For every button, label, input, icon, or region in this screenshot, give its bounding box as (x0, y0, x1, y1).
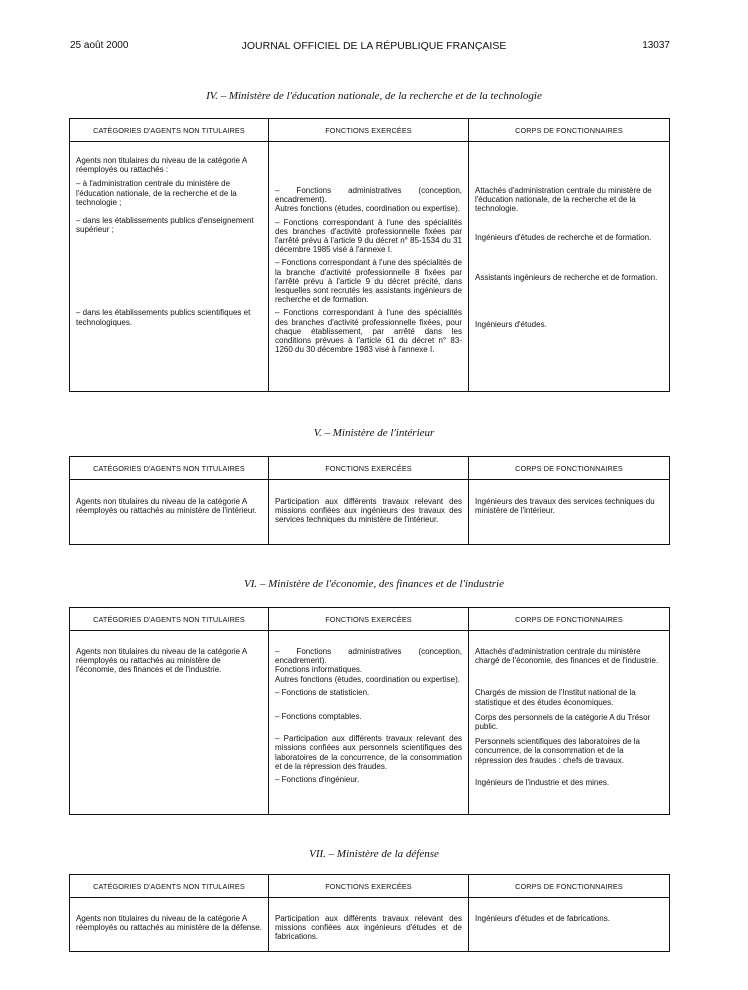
column-header-functions: FONCTIONS EXERCÉES (269, 119, 469, 142)
table-section-vi (69, 607, 670, 815)
page-header (0, 40, 748, 54)
corps-cell: Assistants ingénieurs de recherche et de formation. (475, 272, 658, 282)
journal-title: JOURNAL OFFICIEL DE LA RÉPUBLIQUE FRANÇAISE (241, 40, 507, 52)
category-cell: – dans les établissements publics scientifiques et technologiques. (76, 308, 251, 327)
corps-cell: Ingénieurs d'études. (475, 320, 547, 330)
column-header-corps: CORPS DE FONCTIONNAIRES (469, 119, 670, 142)
function-cell: Participation aux différents travaux relevant des missions confiées aux ingénieurs des travaux des services techniques du ministère de l'intérieur. (269, 480, 469, 545)
function-cell: – Participation aux différents travaux relevant des missions confiées aux personnels scientifiques des laboratoires de la concurrence, de la consommation et de la répression des fraudes. (275, 734, 462, 771)
column-header-categories: CATÉGORIES D'AGENTS NON TITULAIRES (70, 608, 269, 631)
function-cell: – Fonctions comptables. (275, 712, 362, 722)
table-section-iv (69, 118, 670, 392)
intro-text: Agents non titulaires du niveau de la catégorie A réemployés ou rattachés : (76, 156, 247, 175)
function-cell: Autres fonctions (études, coordination ou expertise). (275, 204, 460, 214)
section-vi-title: VI. – Ministère de l'économie, des finances et de l'industrie (244, 578, 504, 590)
function-cell: – Fonctions de statisticien. (275, 687, 370, 697)
category-cell: Agents non titulaires du niveau de la catégorie A réemployés ou rattachés au ministère de l'économie, des finances et de l'industrie. (70, 631, 269, 815)
corps-cell: Ingénieurs d'études de recherche et de formation. (475, 232, 652, 242)
column-header-functions: FONCTIONS EXERCÉES (269, 608, 469, 631)
corps-cell: Personnels scientifiques des laboratoires de la concurrence, de la consommation et de la répression des fraudes : chefs de travaux. (475, 737, 640, 765)
function-cell: Participation aux différents travaux relevant des missions confiées aux ingénieurs d'études et de fabrications. (269, 898, 469, 952)
corps-cell: Attachés d'administration centrale du ministère chargé de l'économie, des finances et de l'industrie. (475, 647, 659, 666)
column-header-corps: CORPS DE FONCTIONNAIRES (469, 875, 670, 898)
table-section-v (69, 456, 670, 545)
function-cell: – Fonctions d'ingénieur. (275, 775, 360, 785)
function-cell: – Fonctions administratives (conception, encadrement). (275, 647, 462, 666)
category-cell: Agents non titulaires du niveau de la catégorie A réemployés ou rattachés au ministère de la défense. (70, 898, 269, 952)
function-cell: Autres fonctions (études, coordination ou expertise). (275, 674, 460, 684)
corps-cell: Ingénieurs de l'industrie et des mines. (475, 777, 610, 787)
column-header-functions: FONCTIONS EXERCÉES (269, 457, 469, 480)
column-header-corps: CORPS DE FONCTIONNAIRES (469, 457, 670, 480)
category-cell: Agents non titulaires du niveau de la catégorie A réemployés ou rattachés au ministère de l'intérieur. (70, 480, 269, 545)
column-header-categories: CATÉGORIES D'AGENTS NON TITULAIRES (70, 119, 269, 142)
column-header-corps: CORPS DE FONCTIONNAIRES (469, 608, 670, 631)
category-cell: – dans les établissements publics d'enseignement supérieur ; (76, 216, 254, 235)
corps-cell: Attachés d'administration centrale du ministère de l'éducation nationale, de la recherche et de la technologie. (475, 186, 652, 214)
column-header-functions: FONCTIONS EXERCÉES (269, 875, 469, 898)
function-cell: – Fonctions administratives (conception, encadrement). (275, 186, 462, 205)
column-header-categories: CATÉGORIES D'AGENTS NON TITULAIRES (70, 457, 269, 480)
corps-cell: Corps des personnels de la catégorie A du Trésor public. (475, 712, 651, 732)
corps-cell: Ingénieurs des travaux des services techniques du ministère de l'intérieur. (469, 480, 670, 545)
corps-cell: Ingénieurs d'études et de fabrications. (469, 898, 670, 952)
section-iv-title: IV. – Ministère de l'éducation nationale, de la recherche et de la technologie (206, 90, 542, 102)
function-cell: – Fonctions correspondant à l'une des spécialités de la branche d'activité professionnelle 8 fixées par l'arrêté prévu à l'article 9 du décret précité, dans lesquelles sont recrutés les assistants ingénieurs de recherche et de formation. (275, 258, 462, 305)
section-vii-title: VII. – Ministère de la défense (309, 848, 439, 860)
column-header-categories: CATÉGORIES D'AGENTS NON TITULAIRES (70, 875, 269, 898)
section-v-title: V. – Ministère de l'intérieur (313, 427, 435, 439)
function-cell: Fonctions informatiques. (275, 665, 363, 675)
category-cell: – à l'administration centrale du ministère de l'éducation nationale, de la recherche et de la technologie ; (76, 179, 237, 207)
function-cell: – Fonctions correspondant à l'une des spécialités des branches d'activité professionnelle fixées, pour chaque établissement, par arrêté dans les conditions prévues à l'article 61 du décret n° 83-1260 du 30 décembre 1983 visé à l'annexe I. (275, 308, 462, 355)
table-section-vii (69, 874, 670, 952)
corps-cell: Chargés de mission de l'Institut national de la statistique et des études économiques. (475, 688, 636, 707)
page-number: 13037 (642, 40, 670, 51)
issue-date: 25 août 2000 (70, 40, 129, 51)
function-cell: – Fonctions correspondant à l'une des spécialités des branches d'activité professionnelle fixées par l'arrêté prévu à l'article 9 du décret n° 85-1534 du 31 décembre 1985 visé à l'annexe I. (275, 217, 462, 255)
